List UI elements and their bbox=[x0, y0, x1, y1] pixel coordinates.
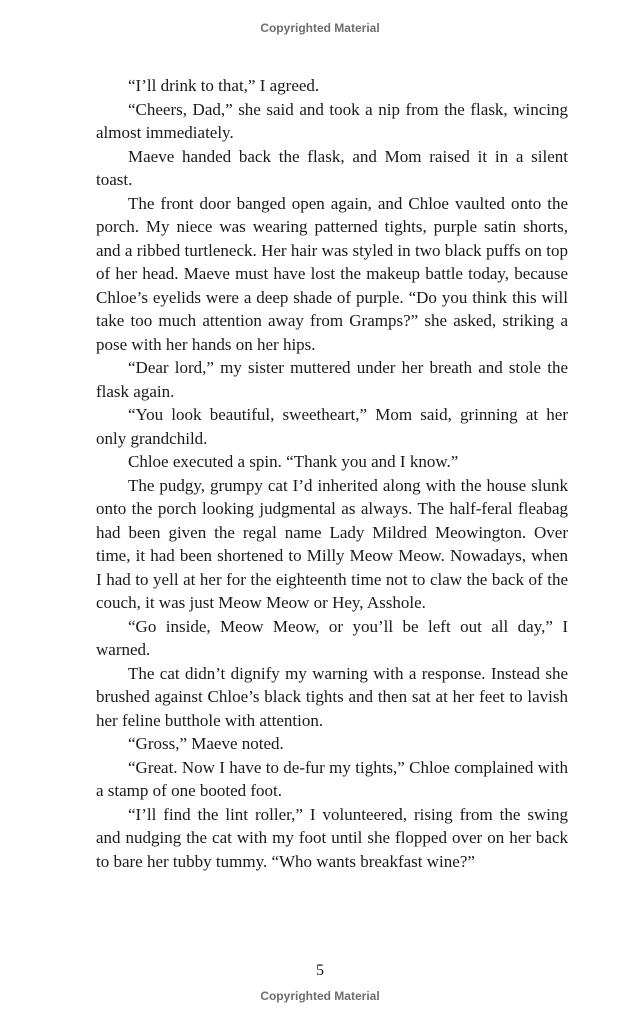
paragraph: “I’ll drink to that,” I agreed. bbox=[128, 76, 320, 95]
paragraph: “Go inside, Meow Meow, or you’ll be left out all day,” I warned. bbox=[96, 616, 568, 659]
paragraph: The cat didn’t dignify my warning with a response. Instead she brushed against Chloe’s black tights and then sat at her feet to lavish her feline butthole with attention. bbox=[96, 663, 568, 730]
copyright-footer: Copyrighted Material bbox=[260, 989, 380, 1003]
paragraph: The front door banged open again, and Chloe vaulted onto the porch. My niece was wearing patterned tights, purple satin shorts, and a ribbed turtleneck. Her hair was styled in two black puffs on top of her head. Maeve must have lost the makeup battle today, because Chloe’s eyelids were a deep shade of purple. “Do you think this will take too much attention away from Gramps?” she asked, striking a pose with her hands on her hips. bbox=[96, 193, 568, 354]
paragraph: The pudgy, grumpy cat I’d inherited along with the house slunk onto the porch looking judgmental as always. The half-feral fleabag had been given the regal name Lady Mildred Meowington. Over time, it had been shortened to Milly Meow Meow. Nowadays, when I had to yell at her for the eighteenth time not to claw the back of the couch, it was just Meow Meow or Hey, Asshole. bbox=[96, 475, 568, 612]
paragraph: “Dear lord,” my sister muttered under her breath and stole the flask again. bbox=[96, 358, 568, 401]
paragraph: Maeve handed back the flask, and Mom raised it in a silent toast. bbox=[96, 146, 568, 189]
copyright-header: Copyrighted Material bbox=[260, 21, 380, 35]
paragraph: “I’ll find the lint roller,” I volunteered, rising from the swing and nudging the cat with my foot until she flopped over on her back to bare her tubby tummy. “Who wants breakfast wine?” bbox=[96, 804, 568, 871]
page-number: 5 bbox=[316, 962, 324, 979]
paragraph: Chloe executed a spin. “Thank you and I know.” bbox=[128, 452, 459, 471]
paragraph: “Great. Now I have to de-fur my tights,” Chloe complained with a stamp of one booted foot. bbox=[96, 757, 568, 800]
paragraph: “Cheers, Dad,” she said and took a nip from the flask, wincing almost immediately. bbox=[96, 99, 568, 142]
paragraph: “Gross,” Maeve noted. bbox=[128, 734, 284, 753]
page-body bbox=[96, 74, 568, 873]
paragraph: “You look beautiful, sweetheart,” Mom said, grinning at her only grandchild. bbox=[96, 405, 568, 448]
